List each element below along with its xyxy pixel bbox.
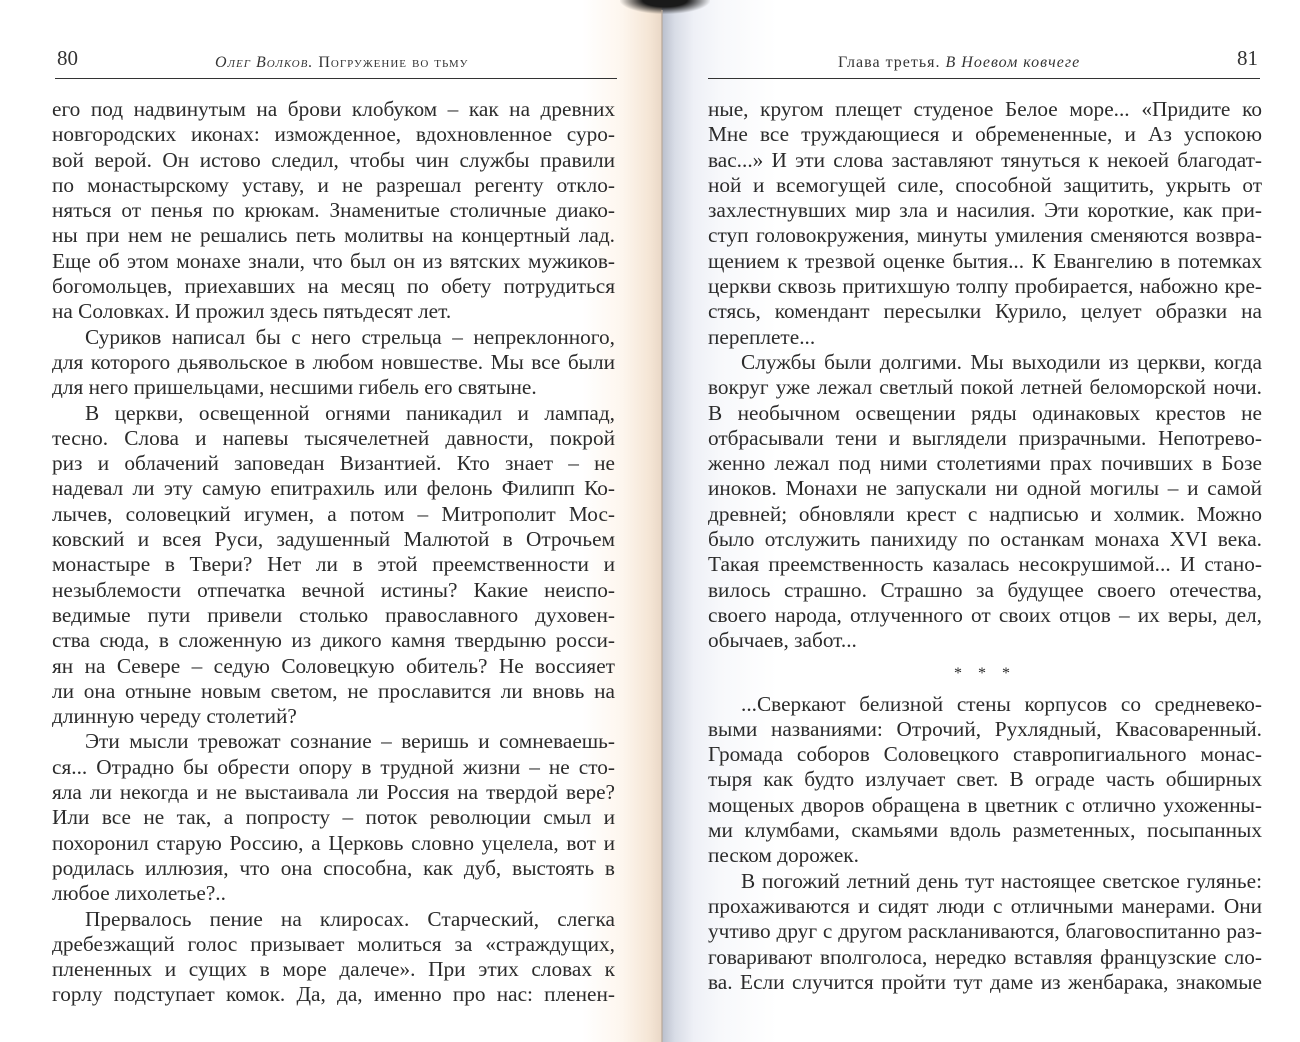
text-line: песком дорожек.	[708, 843, 859, 868]
text-line: прохаживаются и сидят люди с отличными манерами. Они	[708, 893, 1262, 918]
section-break: * * *	[954, 664, 1016, 682]
text-line: для него пришельцами, несшими гибель его святыне.	[52, 375, 537, 400]
left-page-header	[55, 44, 617, 79]
text-line: говаривают вполголоса, нередко вставляя французские сло-	[708, 944, 1262, 969]
text-line: яла ли некогда и не выстаивала ли Россия на твердой вере?	[52, 780, 615, 805]
running-head	[215, 54, 468, 72]
text-line: тесно. Слова и напевы тысячелетней давности, покрой	[52, 425, 615, 450]
text-line: церкви сквозь притихшую толпу пробирается, набожно кре-	[708, 274, 1262, 299]
text-line: вилось страшно. Страшно за будущее своего отечества,	[708, 577, 1262, 602]
text-line: вокруг уже лежал светлый покой летней беломорской ночи.	[708, 375, 1262, 400]
text-block-before-break	[708, 97, 1262, 654]
text-line: риз и облачений заповедан Византией. Кто знает – не	[52, 451, 615, 476]
text-line: Мне все труждающиеся и обремененные, и Аз успокою	[708, 122, 1262, 147]
text-line: древней; обновляли крест с надписью и холмик. Можно	[708, 501, 1262, 526]
text-line: стясь, комендант пересылки Курило, целует образки на	[708, 299, 1262, 324]
text-line: учтиво друг с другом раскланиваются, благовоспитанно раз-	[708, 919, 1262, 944]
running-head-chapter: Глава третья.	[838, 54, 941, 71]
text-line: на Соловках. И прожил здесь пятьдесят лет.	[52, 299, 452, 324]
text-line: В погожий летний день тут настоящее светское гулянье:	[741, 868, 1262, 893]
text-line: ковский и всея Руси, задушенный Малютой в Отрочьем	[52, 527, 615, 552]
text-line: обычаев, забот...	[708, 628, 857, 653]
text-line: богомольцев, приехавших на месяц по обету потрудиться	[52, 274, 615, 299]
text-line: плененных и сущих в море далече». При этих словах к	[52, 957, 615, 982]
text-line: В необычном освещении ряды одинаковых крестов не	[708, 400, 1262, 425]
text-line: лычев, соловецкий игумен, а потом – Митрополит Мос-	[52, 501, 615, 526]
text-line: ной и всемогущей силе, способной защитить, укрыть от	[708, 172, 1262, 197]
running-head-title: Погружение во тьму	[318, 54, 469, 71]
text-line: горлу подступает комок. Да, да, именно про нас: пленен-	[52, 982, 615, 1007]
page-number: 81	[1237, 46, 1258, 70]
text-line: ства сюда, в сложенную из дикого камня твердыню росси-	[52, 628, 615, 653]
text-line: Еще об этом монахе знали, что был он из вятских мужиков-	[52, 248, 615, 273]
text-line: любое лихолетье?..	[52, 881, 226, 906]
text-line: ...Сверкают белизной стены корпусов со средневеко-	[741, 691, 1262, 716]
text-line: ся... Отрадно бы обрести опору в трудной жизни – не сто-	[52, 754, 615, 779]
text-line: монастыре в Твери? Нет ли в этой преемственности и	[52, 552, 615, 577]
text-line: ступ головокружения, минуты умиления сменяются возвра-	[708, 223, 1262, 248]
text-line: родилась иллюзия, что она способна, как дуб, выстоять в	[52, 855, 615, 880]
text-line: ва. Если случится пройти тут даме из женбарака, знакомые	[708, 969, 1262, 994]
running-head	[838, 54, 1080, 72]
left-page-body	[52, 97, 615, 1008]
text-block-after-break	[708, 692, 1262, 996]
right-page-header	[708, 44, 1260, 79]
text-line: щением к трезвой оценке бытия... К Евангелию в потемках	[708, 248, 1262, 273]
text-line: захлестнувших мир зла и насилия. Эти короткие, как при-	[708, 198, 1262, 223]
text-line: своего народа, отлученного от своих отцов – их веры, дел,	[708, 602, 1262, 627]
text-line: ные, кругом плещет студеное Белое море... «Придите ко	[708, 97, 1262, 121]
text-line: переплете...	[708, 324, 816, 349]
text-line: было отслужить панихиду по останкам монаха XVI века.	[708, 527, 1262, 552]
text-line: Прервалось пение на клиросах. Старческий, слегка	[85, 906, 615, 931]
text-line: мощеных дворов обращена в цветник с отлично ухоженны-	[708, 792, 1262, 817]
text-line: дребезжащий голос призывает молиться за «страждущих,	[52, 931, 615, 956]
text-line: ян на Севере – седую Соловецкую обитель? Не воссияет	[52, 653, 615, 678]
running-head-title: В Ноевом ковчеге	[945, 54, 1081, 71]
text-line: Эти мысли тревожат сознание – веришь и сомневаешь-	[85, 729, 615, 754]
text-line: Службы были долгими. Мы выходили из церкви, когда	[741, 349, 1262, 374]
text-line: его под надвинутым на брови клобуком – как на древних	[52, 97, 615, 121]
text-line: вой верой. Он истово следил, чтобы чин службы правили	[52, 147, 615, 172]
text-line: вас...» И эти слова заставляют тянуться к некоей благодат-	[708, 147, 1262, 172]
text-line: отбрасывали тени и выглядели призрачными. Непотрево-	[708, 425, 1262, 450]
text-line: В церкви, освещенной огнями паникадил и лампад,	[85, 400, 615, 425]
running-head-author: Олег Волков.	[215, 54, 314, 71]
text-line: Или все не так, а попросту – поток революции смыл и	[52, 805, 615, 830]
text-line: ми клумбами, скамьями вдоль разметенных, посыпанных	[708, 818, 1262, 843]
text-line: ведимые пути привели столько православного духовен-	[52, 602, 615, 627]
text-line: для которого дьявольское в любом новшестве. Мы все были	[52, 349, 615, 374]
text-line: выми названиями: Отрочий, Рухлядный, Квасоваренный.	[708, 716, 1262, 741]
text-line: незыблемости отпечатка вечной истины? Какие неиспо-	[52, 577, 615, 602]
text-line: женно лежал под ними столетиями прах почивших в Бозе	[708, 451, 1262, 476]
text-line: Громада соборов Соловецкого ставропигиального монас-	[708, 742, 1262, 767]
text-line: тыря как будто излучает свет. В ограде часть обширных	[708, 767, 1262, 792]
book-spine-shadow	[620, 0, 710, 14]
right-page	[662, 0, 1300, 1042]
text-line: по монастырскому уставу, и не разрешал регенту откло-	[52, 172, 615, 197]
book-gutter	[661, 10, 663, 1042]
text-line: длинную череду столетий?	[52, 704, 297, 729]
text-line: ли она отныне новым светом, не прославится ли вновь на	[52, 678, 615, 703]
page-number: 80	[57, 46, 78, 70]
text-line: похоронил старую Россию, а Церковь словно уцелела, вот и	[52, 830, 615, 855]
text-line: няться от пенья по крюкам. Знаменитые столичные диако-	[52, 198, 615, 223]
text-line: иноков. Монахи не запускали ни одной могилы – и самой	[708, 476, 1262, 501]
text-line: надевал ли эту самую епитрахиль или фелонь Филипп Ко-	[52, 476, 615, 501]
right-page-body	[708, 97, 1262, 995]
text-line: ны при нем не решались петь молитвы на концертный лад.	[52, 223, 615, 248]
text-line: Такая преемственность казалась несокрушимой... И стано-	[708, 552, 1262, 577]
text-line: Суриков написал бы с него стрельца – непреклонного,	[85, 324, 615, 349]
text-line: новгородских иконах: изможденное, вдохновленное суро-	[52, 122, 615, 147]
